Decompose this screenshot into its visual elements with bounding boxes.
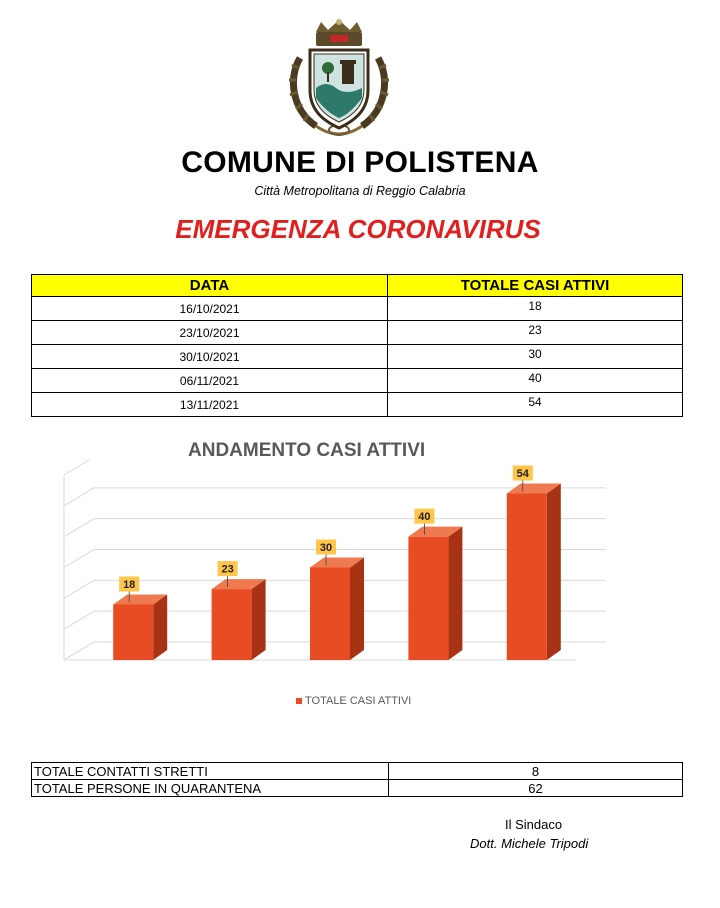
column-header-active-cases: TOTALE CASI ATTIVI bbox=[388, 275, 683, 297]
totals-value: 62 bbox=[389, 780, 683, 797]
emergency-heading: EMERGENZA CORONAVIRUS bbox=[175, 214, 541, 244]
date-cell: 30/10/2021 bbox=[32, 345, 388, 369]
date-cell: 16/10/2021 bbox=[32, 297, 388, 321]
table-row bbox=[32, 369, 683, 393]
totals-row bbox=[32, 780, 683, 797]
bar-side bbox=[448, 527, 462, 660]
data-label: 18 bbox=[123, 579, 136, 591]
active-cases-chart bbox=[0, 460, 720, 720]
table-row bbox=[32, 321, 683, 345]
value-cell: 40 bbox=[388, 369, 683, 393]
totals-value: 8 bbox=[389, 763, 683, 780]
date-cell: 06/11/2021 bbox=[32, 369, 388, 393]
totals-label: TOTALE PERSONE IN QUARANTENA bbox=[32, 780, 389, 797]
bar-side bbox=[547, 484, 561, 661]
data-label: 30 bbox=[319, 542, 333, 554]
value-cell: 30 bbox=[388, 345, 683, 369]
bar bbox=[507, 494, 547, 661]
gridline bbox=[64, 460, 94, 475]
table-row bbox=[32, 297, 683, 321]
data-label: 54 bbox=[516, 468, 529, 480]
bar-side bbox=[252, 579, 266, 660]
data-label: 40 bbox=[418, 511, 431, 524]
table-row bbox=[32, 345, 683, 369]
page-subtitle: Città Metropolitana di Reggio Calabria bbox=[254, 184, 466, 198]
bar bbox=[310, 568, 350, 661]
bar-side bbox=[350, 558, 364, 661]
chart-legend bbox=[296, 695, 411, 707]
gridline bbox=[64, 488, 94, 506]
signature-name: Dott. Michele Tripodi bbox=[470, 836, 589, 851]
gridline bbox=[64, 519, 94, 537]
table-header-row bbox=[32, 275, 683, 297]
column-header-date: DATA bbox=[32, 275, 388, 297]
date-cell: 23/10/2021 bbox=[32, 321, 388, 345]
bar bbox=[212, 589, 252, 660]
totals-label: TOTALE CONTATTI STRETTI bbox=[32, 763, 389, 780]
gridline bbox=[64, 580, 94, 598]
gridline bbox=[64, 550, 94, 568]
legend-swatch bbox=[296, 698, 302, 704]
floor-line bbox=[64, 642, 94, 660]
cases-table bbox=[31, 274, 683, 417]
chart-title: ANDAMENTO CASI ATTIVI bbox=[188, 440, 426, 461]
totals-table bbox=[31, 762, 683, 797]
value-cell: 23 bbox=[388, 321, 683, 345]
bar-side bbox=[153, 595, 167, 661]
municipal-crest-icon bbox=[286, 18, 392, 140]
value-cell: 18 bbox=[388, 297, 683, 321]
value-cell: 54 bbox=[388, 393, 683, 417]
bar bbox=[113, 605, 153, 661]
totals-row bbox=[32, 763, 683, 780]
date-cell: 13/11/2021 bbox=[32, 393, 388, 417]
bar bbox=[408, 537, 448, 660]
page-title: COMUNE DI POLISTENA bbox=[181, 146, 539, 179]
gridline bbox=[64, 611, 94, 629]
data-label: 23 bbox=[221, 563, 234, 576]
signature-role: Il Sindaco bbox=[505, 817, 563, 832]
table-row bbox=[32, 393, 683, 417]
legend-label: TOTALE CASI ATTIVI bbox=[305, 695, 412, 707]
